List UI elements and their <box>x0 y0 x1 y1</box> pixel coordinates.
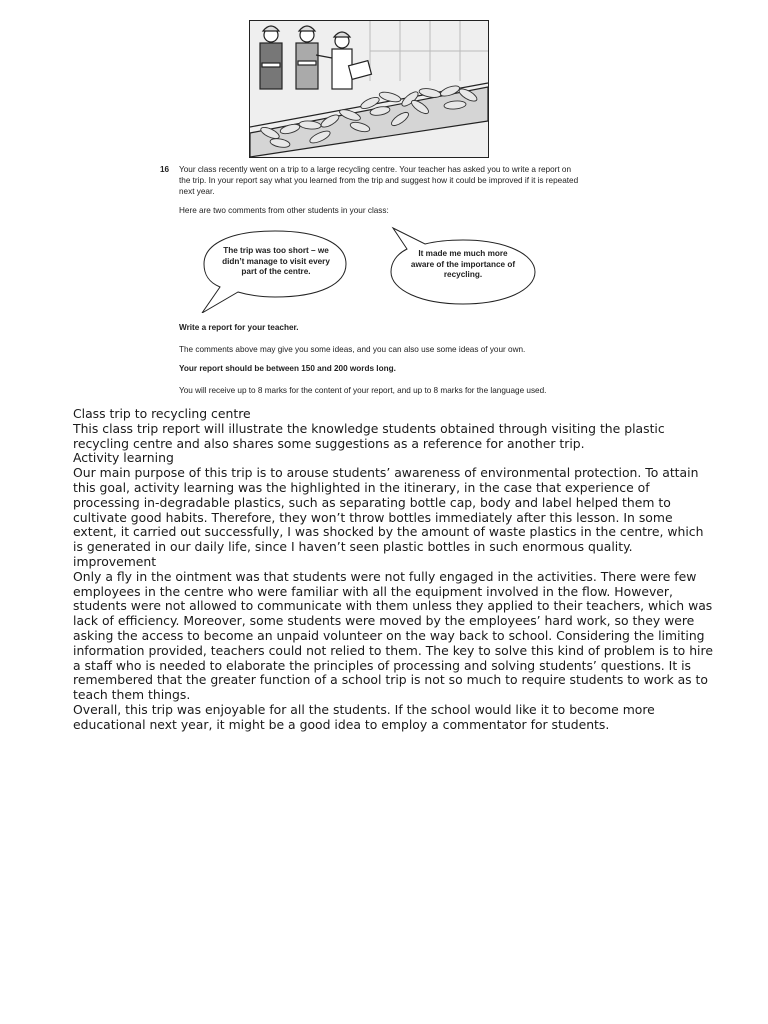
comment-1-text: The trip was too short – we didn’t manage to visit every part of the centre. <box>222 246 330 276</box>
essay-heading-improvement: improvement <box>73 553 157 569</box>
recycling-workers-illustration <box>249 20 489 158</box>
task-instruction: Write a report for your teacher. <box>179 323 299 332</box>
comment-2-text: It made me much more aware of the importance of recycling. <box>410 249 516 279</box>
essay-intro: This class trip report will illustrate the knowledge students obtained through visiting the plastic recycling centre and also shares some suggestions as a reference for another trip. <box>73 420 665 451</box>
essay-paragraph-activity: Our main purpose of this trip is to arouse students’ awareness of environmental protection. To attain this goal, activity learning was the highlighted in the itinerary, in the case that experience of processing in-degradable plastics, such as separating bottle cap, body and label helped them to cultivate good habits. Therefore, they won’t throw bottles immediately after this lesson. In some extent, it carried out successfully, I was shocked by the amount of waste plastics in the centre, which is generated in our daily life, since I haven’t seen plastic bottles in such enormous quality. <box>73 465 704 555</box>
marks-note: You will receive up to 8 marks for the content of your report, and up to 8 marks for the language used. <box>179 386 547 395</box>
essay-conclusion: Overall, this trip was enjoyable for all the students. If the school would like it to become more educational next year, it might be a good idea to employ a commentator for students. <box>73 701 655 732</box>
exam-question-scan <box>150 14 600 396</box>
recycling-centre-drawing <box>250 21 488 157</box>
essay-text <box>73 407 713 733</box>
length-requirement: Your report should be between 150 and 200 words long. <box>179 364 396 373</box>
essay-title: Class trip to recycling centre <box>73 406 251 421</box>
essay-heading-activity: Activity learning <box>73 450 174 466</box>
question-prompt: Your class recently went on a trip to a large recycling centre. Your teacher has asked you to write a report on the trip. In your report say what you learned from the trip and suggest how it could be improved if it is repeated next year. <box>179 165 579 196</box>
ideas-note: The comments above may give you some ideas, and you can also use some ideas of your own. <box>179 345 526 354</box>
comments-intro: Here are two comments from other students in your class: <box>179 206 389 215</box>
question-number: 16 <box>160 165 170 174</box>
essay-paragraph-improvement: Only a fly in the ointment was that students were not fully engaged in the activities. There were few employees in the centre who were familiar with all the equipment involved in the flow. However, students were not allowed to communicate with them unless they applied to their teachers, which was lack of efficiency. Moreover, some students were moved by the employees’ hard work, so they were asking the access to become an unpaid volunteer on the way back to school. Considering the limiting information provided, teachers could not relied to them. The key to solve this kind of problem is to hire a staff who is needed to elaborate the principles of processing and solving students’ questions. It is remembered that the greater function of a school trip is not so much to require students to work as to teach them things. <box>73 568 713 703</box>
